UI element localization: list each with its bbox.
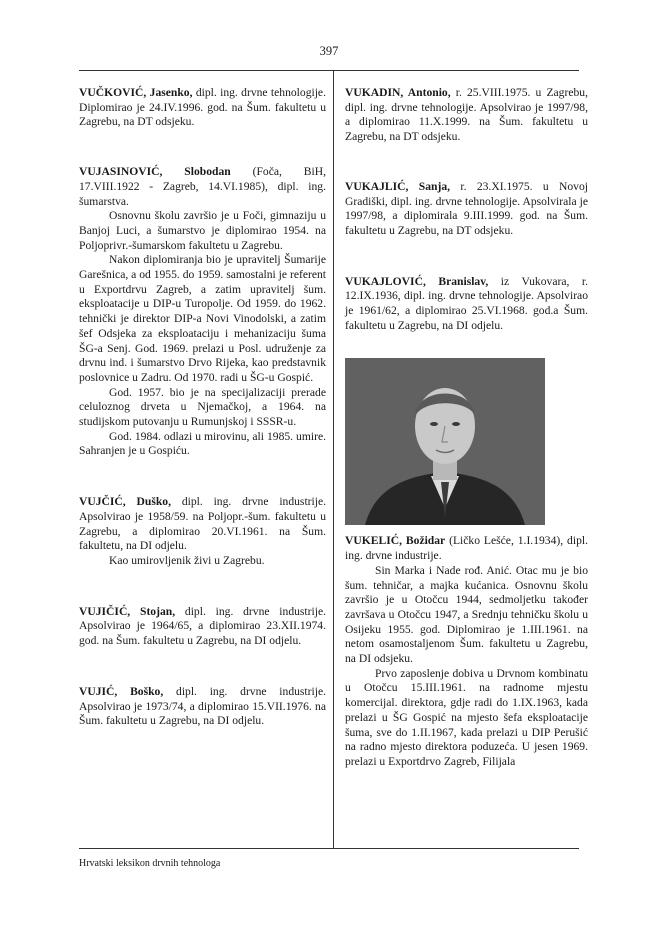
left-column (79, 86, 326, 729)
entry-vukelic (345, 534, 588, 769)
entry-text: iz Vukovara, r. 12.IX.1936, dipl. ing. drvne tehnologije. Apsolvirao je 1961/62, a diplomirao 25.VI.1968. god.a Šum. fakultetu u Zagrebu, na DI odjelu. (345, 274, 588, 332)
entry-vujcic (79, 495, 326, 569)
entry-text: r. 23.XI.1975. u Novoj Gradiški, dipl. ing. drvne tehnologije. Apsolvirala je 1997/98, a diplomirala 9.III.1999. god. na Šum. fakultetu u Zagrebu, na DT odsjeku. (345, 179, 588, 237)
entry-headword: VUJČIĆ, Duško, (79, 495, 171, 509)
entry-vujicic (79, 605, 326, 649)
entry-text: (Ličko Lešće, 1.I.1934), dipl. ing. drvne industrije. (345, 534, 588, 563)
running-footer: Hrvatski leksikon drvnih tehnologa (79, 858, 221, 869)
entry-text: dipl. ing. drvne tehnologije. Diplomirao je 24.IV.1996. god. na Šum. fakultetu u Zagrebu, na DT odsjeku. (79, 86, 326, 129)
entry-headword: VUJIĆ, Boško, (79, 684, 164, 698)
entry-paragraph: Prvo zaposlenje dobiva u Drvnom kombinatu u Otočcu 15.III.1961. na radnome mjestu komercijal. direktora, gdje radi do 1.IX.1963, kada prelazi u ŠG Gospić na mjesto šefa eksploatacije šuma, sve do 1.II.1967, kada prelazi u DIP Perušić na radno mjesto direktora poduzeća. U jesen 1969. prelazi u Exportdrvo Zagreb, Filijala (345, 666, 588, 768)
entry-text: (Foča, BiH, 17.VIII.1922 - Zagreb, 14.VI.1985), dipl. ing. šumarstva. (79, 165, 326, 208)
page-number: 397 (319, 44, 339, 58)
entry-paragraph: God. 1984. odlazi u mirovinu, ali 1985. umire. Sahranjen je u Gospiću. (79, 429, 326, 458)
header-rule (79, 70, 579, 71)
entry-headword: VUKAJLOVIĆ, Branislav, (345, 274, 489, 288)
entry-paragraph: Nakon diplomiranja bio je upravitelj Šumarije Garešnica, a od 1955. do 1959. samostalni je referent u Exportdrvu Zagreb, a zatim upravitelj šum. eksploatacije u DIP-u Turopolje. Od 1959. do 1962. tehnički je direktor DIP-a Novi Vinodolski, a zatim šef Odsjeka za eksploataciju i mehanizaciju šuma ŠG-a Senj. God. 1969. prelazi u Posl. udruženje za drvnu ind. i šumarstvo Drvo Rijeka, kao predstavnik poslovnice u Zadru. Od 1970. radi u ŠG-u Gospić. (79, 253, 326, 384)
entry-paragraph: Sin Marka i Nade rođ. Anić. Otac mu je bio šum. tehničar, a majka kućanica. Osnovnu školu završio je u Otočcu 1944, sedmoljetku također završava u Otočcu 1947, a Srednju tehničku školu u Osijeku 1955. god. Diplomirao je 1.III.1961. na netom osamostaljenom Šum. fakultetu u Zagrebu, na DI odsjeku. (345, 563, 588, 666)
entry-headword: VUKELIĆ, Božidar (345, 534, 446, 548)
column-divider (333, 70, 334, 848)
footer-rule (79, 848, 579, 849)
entry-paragraph: God. 1957. bio je na specijalizaciji prerade celuloznog drveta u Njemačkoj, a 1964. na studijskom putovanju u Rumunjskoj i SSSR-u. (79, 385, 326, 429)
entry-headword: VUJIČIĆ, Stojan, (79, 604, 176, 618)
entry-vukadin (345, 86, 588, 145)
entry-paragraph: Kao umirovljenik živi u Zagrebu. (109, 553, 265, 567)
right-column (345, 86, 588, 770)
entry-vukajlic (345, 180, 588, 239)
entry-headword: VUJASINOVIĆ, Slobodan (79, 165, 231, 179)
entry-vuckovic (79, 86, 326, 130)
entry-vukajlovic (345, 275, 588, 334)
entry-headword: VUKAJLIĆ, Sanja, (345, 179, 451, 193)
entry-headword: VUČKOVIĆ, Jasenko, (79, 86, 193, 99)
entry-paragraph: Osnovnu školu završio je u Foči, gimnaziju u Banjoj Luci, a šumarstvo je diplomirao 1954. na Poljoprivr.-šumarskom fakultetu u Zagrebu. (79, 209, 326, 252)
entry-vujasinovic (79, 165, 326, 459)
entry-text: dipl. ing. drvne industrije. Apsolvirao je 1958/59. na Poljopr.-šum. fakultetu u Zagrebu, a diplomirao 20.VI.1961. na Šum. fakultetu, na DI odjelu. (79, 495, 327, 553)
entry-text: r. 25.VIII.1975. u Zagrebu, dipl. ing. drvne tehnologije. Apsolvirao je 1997/98, a diplomirao 11.X.1999. na Šum. fakultetu u Zagrebu, na DT odsjeku. (345, 86, 588, 144)
entry-text: dipl. ing. drvne industrije. Apsolvirao je 1973/74, a diplomirao 15.VII.1976. na Šum. fakultetu u Zagrebu, na DI odjelu. (79, 684, 326, 728)
entry-text: dipl. ing. drvne industrije. Apsolvirao je 1964/65, a diplomirao 23.XII.1974. god. na Šum. fakultetu u Zagrebu, na DI odjelu. (79, 604, 327, 648)
portrait-photo (345, 358, 545, 525)
entry-headword: VUKADIN, Antonio, (345, 86, 451, 99)
entry-vujic (79, 685, 326, 729)
